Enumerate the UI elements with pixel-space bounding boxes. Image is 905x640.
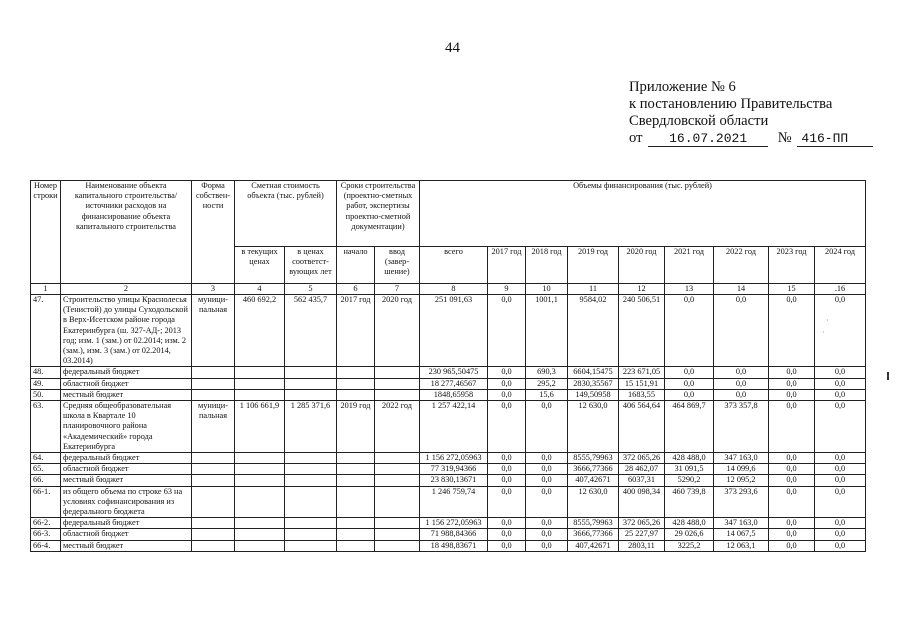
scan-artifact: · [822, 328, 825, 337]
object-name-cell: местный бюджет [61, 389, 192, 400]
year-2023-cell: 0,0 [769, 464, 815, 475]
ownership-cell [192, 378, 235, 389]
year-2023-cell: 0,0 [769, 378, 815, 389]
corresponding-prices-cell: 1 285 371,6 [285, 401, 337, 453]
margin-mark [887, 372, 889, 380]
commissioning-cell [375, 475, 420, 486]
header-2022: 2022 год [714, 247, 769, 284]
year-2020-cell: 240 506,51 [619, 295, 665, 367]
total-cell: 77 319,94366 [420, 464, 488, 475]
year-2022-cell: 0,0 [714, 367, 769, 378]
year-2017-cell: 0,0 [488, 453, 526, 464]
total-cell: 1 156 272,05963 [420, 518, 488, 529]
year-2021-cell: 0,0 [665, 367, 714, 378]
table-row [31, 378, 866, 389]
year-2021-cell: 0,0 [665, 295, 714, 367]
year-2018-cell: 0,0 [526, 475, 568, 486]
year-2020-cell: 25 227,97 [619, 529, 665, 540]
header-2020: 2020 год [619, 247, 665, 284]
column-number: 13 [665, 284, 714, 295]
scan-artifact: · [826, 316, 829, 325]
header-2021: 2021 год [665, 247, 714, 284]
year-2024-cell: 0,0 [815, 378, 866, 389]
corresponding-prices-cell: 562 435,7 [285, 295, 337, 367]
object-name-cell: областной бюджет [61, 464, 192, 475]
appendix-government: Свердловской области [629, 113, 769, 129]
year-2019-cell: 8555,79963 [568, 453, 619, 464]
table-row [31, 486, 866, 518]
year-2024-cell: 0,0 [815, 453, 866, 464]
year-2017-cell: 0,0 [488, 529, 526, 540]
year-2019-cell: 9584,02 [568, 295, 619, 367]
year-2020-cell: 28 462,07 [619, 464, 665, 475]
year-2023-cell: 0,0 [769, 389, 815, 400]
corresponding-prices-cell [285, 475, 337, 486]
total-cell: 230 965,50475 [420, 367, 488, 378]
header-2024: 2024 год [815, 247, 866, 284]
resolution-date: 16.07.2021 [648, 132, 768, 147]
year-2019-cell: 2830,35567 [568, 378, 619, 389]
year-2017-cell: 0,0 [488, 475, 526, 486]
current-prices-cell: 460 692,2 [235, 295, 285, 367]
start-cell [337, 475, 375, 486]
ownership-cell [192, 518, 235, 529]
appendix-header [629, 79, 899, 147]
year-2018-cell: 1001,1 [526, 295, 568, 367]
year-2017-cell: 0,0 [488, 401, 526, 453]
header-commissioning: ввод (завер-шение) [375, 247, 420, 284]
resolution-number: 416-ПП [797, 132, 873, 147]
total-cell: 18 498,83671 [420, 540, 488, 551]
current-prices-cell [235, 464, 285, 475]
corresponding-prices-cell [285, 378, 337, 389]
column-number: 2 [61, 284, 192, 295]
start-cell [337, 486, 375, 518]
year-2022-cell: 14 099,6 [714, 464, 769, 475]
year-2023-cell: 0,0 [769, 475, 815, 486]
column-number: 5 [285, 284, 337, 295]
year-2022-cell: 347 163,0 [714, 453, 769, 464]
row-number-cell: 66-3. [31, 529, 61, 540]
corresponding-prices-cell [285, 389, 337, 400]
column-number: 11 [568, 284, 619, 295]
object-name-cell: областной бюджет [61, 378, 192, 389]
year-2022-cell: 0,0 [714, 295, 769, 367]
year-2022-cell: 347 163,0 [714, 518, 769, 529]
year-2020-cell: 2803,11 [619, 540, 665, 551]
row-number-cell: 66-2. [31, 518, 61, 529]
ownership-cell [192, 475, 235, 486]
year-2020-cell: 223 671,05 [619, 367, 665, 378]
year-2020-cell: 400 098,34 [619, 486, 665, 518]
year-2022-cell: 12 095,2 [714, 475, 769, 486]
ownership-cell [192, 389, 235, 400]
table-row [31, 518, 866, 529]
column-number: 14 [714, 284, 769, 295]
year-2022-cell: 373 293,6 [714, 486, 769, 518]
start-cell [337, 389, 375, 400]
year-2019-cell: 6604,15475 [568, 367, 619, 378]
header-2018: 2018 год [526, 247, 568, 284]
corresponding-prices-cell [285, 518, 337, 529]
table-row [31, 295, 866, 367]
page-number: 44 [445, 40, 460, 56]
row-number-cell: 64. [31, 453, 61, 464]
year-2018-cell: 0,0 [526, 453, 568, 464]
year-2019-cell: 12 630,0 [568, 401, 619, 453]
total-cell: 1 156 272,05963 [420, 453, 488, 464]
header-2023: 2023 год [769, 247, 815, 284]
object-name-cell: местный бюджет [61, 475, 192, 486]
year-2024-cell: 0,0 [815, 295, 866, 367]
object-name-cell: Средняя общеобразовательная школа в Квартале 10 планировочного района «Академический» города Екатеринбурга [61, 401, 192, 453]
header-current-prices: в текущих ценах [235, 247, 285, 284]
column-number: 3 [192, 284, 235, 295]
current-prices-cell [235, 378, 285, 389]
year-2017-cell: 0,0 [488, 295, 526, 367]
corresponding-prices-cell [285, 367, 337, 378]
total-cell: 251 091,63 [420, 295, 488, 367]
year-2018-cell: 15,6 [526, 389, 568, 400]
start-cell [337, 378, 375, 389]
row-number-cell: 63. [31, 401, 61, 453]
column-number: 9 [488, 284, 526, 295]
table-row [31, 401, 866, 453]
row-number-cell: 47. [31, 295, 61, 367]
commissioning-cell [375, 486, 420, 518]
year-2023-cell: 0,0 [769, 367, 815, 378]
year-2024-cell: 0,0 [815, 540, 866, 551]
commissioning-cell: 2022 год [375, 401, 420, 453]
object-name-cell: федеральный бюджет [61, 367, 192, 378]
column-number: 1 [31, 284, 61, 295]
header-corresponding-prices: в ценах соответст-вующих лет [285, 247, 337, 284]
header-start: начало [337, 247, 375, 284]
corresponding-prices-cell [285, 540, 337, 551]
ownership-cell [192, 540, 235, 551]
row-number-cell: 48. [31, 367, 61, 378]
year-2022-cell: 14 067,5 [714, 529, 769, 540]
current-prices-cell [235, 540, 285, 551]
table-row [31, 529, 866, 540]
year-2023-cell: 0,0 [769, 540, 815, 551]
row-number-cell: 66-4. [31, 540, 61, 551]
year-2021-cell: 428 488,0 [665, 453, 714, 464]
year-2023-cell: 0,0 [769, 453, 815, 464]
year-2018-cell: 0,0 [526, 540, 568, 551]
year-2018-cell: 0,0 [526, 486, 568, 518]
year-2021-cell: 428 488,0 [665, 518, 714, 529]
current-prices-cell [235, 486, 285, 518]
table-row [31, 464, 866, 475]
start-cell: 2019 год [337, 401, 375, 453]
table-body [31, 295, 866, 552]
year-2019-cell: 3666,77366 [568, 464, 619, 475]
column-number: 6 [337, 284, 375, 295]
column-number-row [31, 284, 866, 295]
year-2018-cell: 0,0 [526, 518, 568, 529]
start-cell [337, 529, 375, 540]
financing-table [30, 180, 866, 552]
commissioning-cell: 2020 год [375, 295, 420, 367]
row-number-cell: 50. [31, 389, 61, 400]
object-name-cell: Строительство улицы Краснолесья (Тенистой) до улицы Суходольской в Верх-Исетском районе города Екатеринбурга (ш. 327-АД-; 2013 год; изм. 1 (зам.) от 02.2014; изм. 2 (зам.), изм. 3 (зам.) от 02.2014, 03.2014) [61, 295, 192, 367]
table-row [31, 389, 866, 400]
header-row-number: Номер строки [31, 181, 61, 284]
table-row [31, 367, 866, 378]
corresponding-prices-cell [285, 464, 337, 475]
year-2021-cell: 0,0 [665, 389, 714, 400]
object-name-cell: федеральный бюджет [61, 518, 192, 529]
object-name-cell: федеральный бюджет [61, 453, 192, 464]
ownership-cell [192, 486, 235, 518]
year-2018-cell: 0,0 [526, 464, 568, 475]
ownership-cell [192, 453, 235, 464]
current-prices-cell [235, 453, 285, 464]
year-2021-cell: 29 026,6 [665, 529, 714, 540]
header-2017: 2017 год [488, 247, 526, 284]
year-2019-cell: 407,42671 [568, 540, 619, 551]
header-object-name: Наименование объекта капитального строительства/ источники расходов на финансирование объекта капитального строительства [61, 181, 192, 284]
year-2018-cell: 0,0 [526, 529, 568, 540]
column-number: 7 [375, 284, 420, 295]
year-2024-cell: 0,0 [815, 486, 866, 518]
corresponding-prices-cell [285, 453, 337, 464]
object-name-cell: из общего объема по строке 63 на условиях софинансирования из федерального бюджета [61, 486, 192, 518]
current-prices-cell [235, 367, 285, 378]
year-2023-cell: 0,0 [769, 486, 815, 518]
ownership-cell [192, 367, 235, 378]
year-2020-cell: 6037,31 [619, 475, 665, 486]
start-cell [337, 518, 375, 529]
year-2020-cell: 372 065,26 [619, 518, 665, 529]
commissioning-cell [375, 378, 420, 389]
year-2017-cell: 0,0 [488, 540, 526, 551]
year-2024-cell: 0,0 [815, 464, 866, 475]
column-number: 12 [619, 284, 665, 295]
appendix-title: Приложение № 6 [629, 79, 736, 95]
year-2020-cell: 372 065,26 [619, 453, 665, 464]
column-number: .16 [815, 284, 866, 295]
column-number: 8 [420, 284, 488, 295]
header-terms: Сроки строительства (проектно-сметных работ, экспертизы проектно-сметной документации) [337, 181, 420, 247]
year-2017-cell: 0,0 [488, 378, 526, 389]
commissioning-cell [375, 518, 420, 529]
year-2022-cell: 12 063,1 [714, 540, 769, 551]
year-2024-cell: 0,0 [815, 401, 866, 453]
year-2020-cell: 1683,55 [619, 389, 665, 400]
header-total: всего [420, 247, 488, 284]
column-number: 15 [769, 284, 815, 295]
year-2024-cell: 0,0 [815, 389, 866, 400]
table-row [31, 453, 866, 464]
row-number-cell: 49. [31, 378, 61, 389]
start-cell [337, 453, 375, 464]
header-ownership: Форма собствен-ности [192, 181, 235, 284]
commissioning-cell [375, 529, 420, 540]
year-2017-cell: 0,0 [488, 389, 526, 400]
total-cell: 71 988,84366 [420, 529, 488, 540]
year-2018-cell: 690,3 [526, 367, 568, 378]
year-2023-cell: 0,0 [769, 401, 815, 453]
year-2017-cell: 0,0 [488, 518, 526, 529]
appendix-resolution: к постановлению Правительства [629, 96, 833, 112]
year-2017-cell: 0,0 [488, 464, 526, 475]
header-financing: Объемы финансирования (тыс. рублей) [420, 181, 866, 247]
commissioning-cell [375, 389, 420, 400]
year-2019-cell: 407,42671 [568, 475, 619, 486]
year-2022-cell: 0,0 [714, 378, 769, 389]
start-cell [337, 464, 375, 475]
total-cell: 1848,65958 [420, 389, 488, 400]
ownership-cell: муници-пальная [192, 401, 235, 453]
year-2021-cell: 460 739,8 [665, 486, 714, 518]
total-cell: 1 246 759,74 [420, 486, 488, 518]
year-2018-cell: 295,2 [526, 378, 568, 389]
commissioning-cell [375, 453, 420, 464]
total-cell: 1 257 422,14 [420, 401, 488, 453]
year-2017-cell: 0,0 [488, 486, 526, 518]
year-2023-cell: 0,0 [769, 518, 815, 529]
year-2024-cell: 0,0 [815, 475, 866, 486]
current-prices-cell: 1 106 661,9 [235, 401, 285, 453]
year-2020-cell: 406 564,64 [619, 401, 665, 453]
ownership-cell [192, 464, 235, 475]
row-number-cell: 65. [31, 464, 61, 475]
column-number: 10 [526, 284, 568, 295]
corresponding-prices-cell [285, 529, 337, 540]
from-label: от [629, 130, 643, 146]
commissioning-cell [375, 464, 420, 475]
current-prices-cell [235, 518, 285, 529]
corresponding-prices-cell [285, 486, 337, 518]
year-2019-cell: 12 630,0 [568, 486, 619, 518]
year-2023-cell: 0,0 [769, 295, 815, 367]
year-2021-cell: 31 091,5 [665, 464, 714, 475]
year-2021-cell: 464 869,7 [665, 401, 714, 453]
year-2023-cell: 0,0 [769, 529, 815, 540]
header-2019: 2019 год [568, 247, 619, 284]
table-row [31, 475, 866, 486]
current-prices-cell [235, 389, 285, 400]
year-2024-cell: 0,0 [815, 367, 866, 378]
year-2021-cell: 5290,2 [665, 475, 714, 486]
year-2019-cell: 8555,79963 [568, 518, 619, 529]
year-2019-cell: 149,50958 [568, 389, 619, 400]
year-2022-cell: 0,0 [714, 389, 769, 400]
year-2021-cell: 3225,2 [665, 540, 714, 551]
start-cell [337, 540, 375, 551]
year-2017-cell: 0,0 [488, 367, 526, 378]
commissioning-cell [375, 367, 420, 378]
year-2024-cell: 0,0 [815, 518, 866, 529]
commissioning-cell [375, 540, 420, 551]
total-cell: 23 830,13671 [420, 475, 488, 486]
total-cell: 18 277,46567 [420, 378, 488, 389]
year-2018-cell: 0,0 [526, 401, 568, 453]
start-cell [337, 367, 375, 378]
current-prices-cell [235, 529, 285, 540]
start-cell: 2017 год [337, 295, 375, 367]
year-2024-cell: 0,0 [815, 529, 866, 540]
header-estimated-cost: Сметная стоимость объекта (тыс. рублей) [235, 181, 337, 247]
object-name-cell: местный бюджет [61, 540, 192, 551]
ownership-cell: муници-пальная [192, 295, 235, 367]
year-2022-cell: 373 357,8 [714, 401, 769, 453]
year-2021-cell: 0,0 [665, 378, 714, 389]
object-name-cell: областной бюджет [61, 529, 192, 540]
number-label: № [777, 130, 792, 146]
row-number-cell: 66. [31, 475, 61, 486]
appendix-date-line [629, 130, 899, 147]
table-row [31, 540, 866, 551]
row-number-cell: 66-1. [31, 486, 61, 518]
year-2020-cell: 15 151,91 [619, 378, 665, 389]
year-2019-cell: 3666,77366 [568, 529, 619, 540]
current-prices-cell [235, 475, 285, 486]
ownership-cell [192, 529, 235, 540]
column-number: 4 [235, 284, 285, 295]
